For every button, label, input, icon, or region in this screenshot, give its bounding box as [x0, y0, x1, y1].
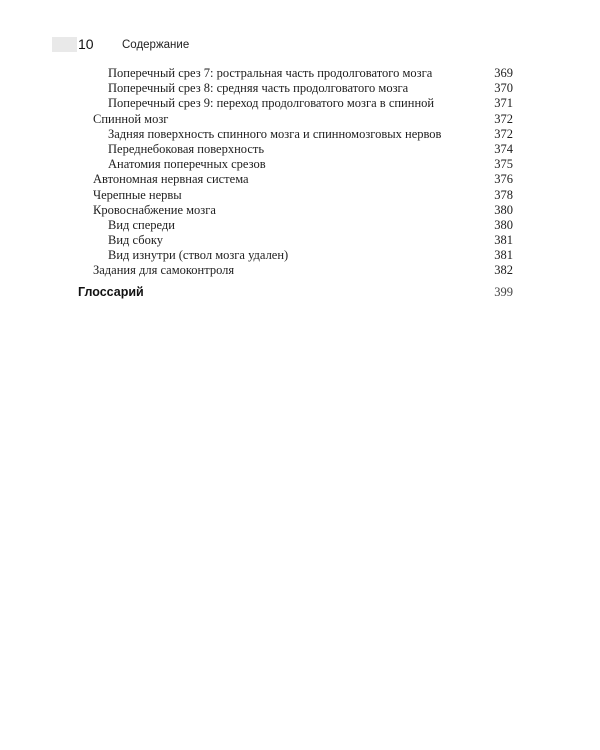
toc-entry-title: Задняя поверхность спинного мозга и спинномозговых нервов [108, 126, 442, 141]
corner-tab [52, 37, 77, 52]
toc-entry-page: 370 [494, 81, 513, 96]
toc-entry-title: Глоссарий [78, 284, 144, 299]
toc-entry[interactable] [0, 172, 600, 187]
page-number: 10 [78, 36, 94, 52]
toc-entry-page: 378 [494, 187, 513, 202]
toc-entry[interactable] [0, 263, 600, 278]
toc-entry-page: 375 [494, 157, 513, 172]
toc-entry[interactable] [0, 218, 600, 233]
toc-entry-page: 399 [494, 284, 513, 299]
toc-entry-page: 376 [494, 172, 513, 187]
toc-entry-title: Вид сбоку [108, 233, 163, 248]
toc-entry-title: Поперечный срез 8: средняя часть продолговатого мозга [108, 81, 409, 96]
toc-entry-title: Вид спереди [108, 217, 175, 232]
toc-entry-page: 374 [494, 141, 513, 156]
toc-entry[interactable] [0, 188, 600, 203]
toc-entry-page: 381 [494, 233, 513, 248]
toc-entry-title: Задания для самоконтроля [93, 263, 235, 278]
toc-entry-page: 380 [494, 202, 513, 217]
toc-entry[interactable] [0, 66, 600, 81]
toc-entry[interactable] [0, 233, 600, 248]
toc-entry-title: Переднебоковая поверхность [108, 141, 265, 156]
toc-entry-title: Кровоснабжение мозга [93, 202, 216, 217]
toc-entry[interactable] [0, 81, 600, 96]
toc-entry[interactable] [0, 127, 600, 142]
toc-entry-page: 372 [494, 126, 513, 141]
toc-entry-title: Поперечный срез 7: ростральная часть продолговатого мозга [108, 66, 433, 80]
toc-entry[interactable] [0, 112, 600, 127]
toc-entry[interactable] [0, 142, 600, 157]
toc-entry-page: 381 [494, 248, 513, 263]
toc-entry-title: Поперечный срез 9: переход продолговатого мозга в спинной [108, 96, 435, 111]
toc-entry-title: Автономная нервная система [93, 172, 249, 187]
toc-entry-page: 372 [494, 111, 513, 126]
toc-entry[interactable] [0, 248, 600, 263]
toc-entry[interactable] [0, 203, 600, 218]
toc-entry-page: 369 [494, 66, 513, 80]
toc-entry-page: 380 [494, 217, 513, 232]
toc-entry-title: Вид изнутри (ствол мозга удален) [108, 248, 289, 263]
toc-entry-glossary[interactable] [0, 285, 600, 301]
toc-entry-title: Спинной мозг [93, 111, 169, 126]
toc-entry[interactable] [0, 96, 600, 111]
toc-entry-page: 371 [494, 96, 513, 111]
toc-entry[interactable] [0, 157, 600, 172]
toc-entry-page: 382 [494, 263, 513, 278]
running-title: Содержание [122, 39, 190, 51]
toc-entry-title: Анатомия поперечных срезов [108, 157, 266, 172]
table-of-contents [0, 66, 600, 301]
toc-entry-title: Черепные нервы [93, 187, 182, 202]
